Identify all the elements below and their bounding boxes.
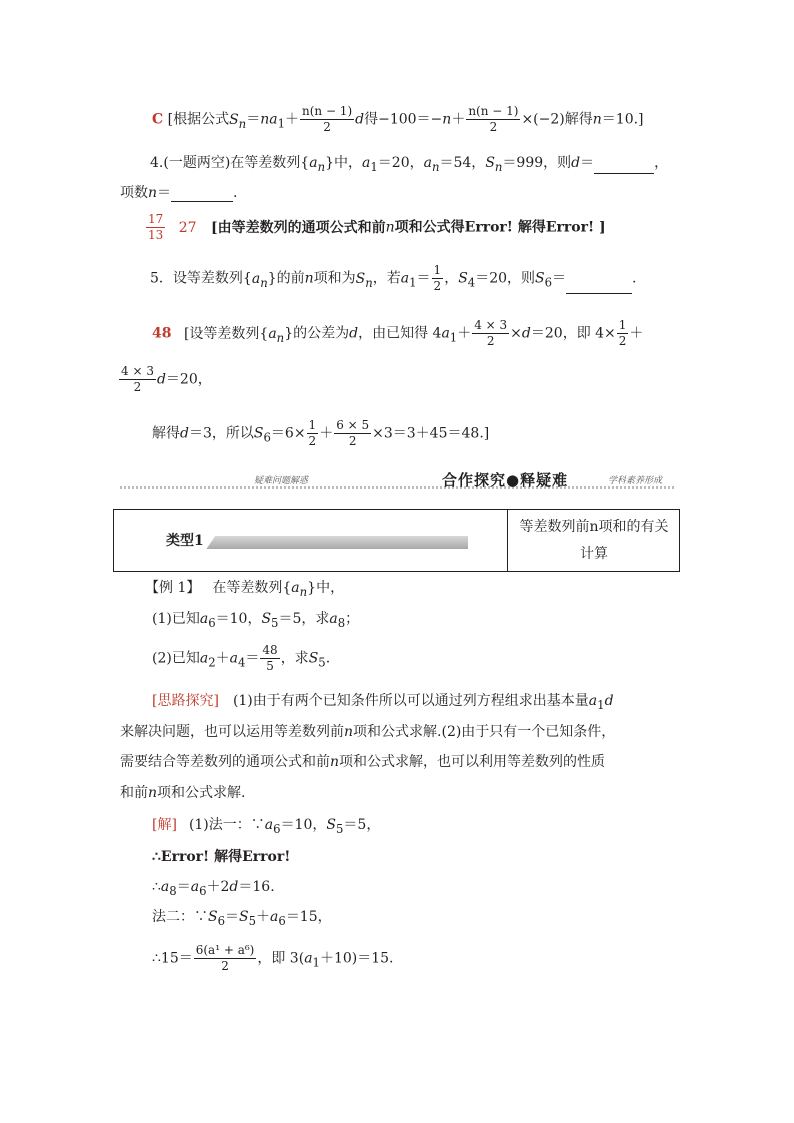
hint-line3: 需要结合等差数列的通项公式和前n项和公式求解，也可以利用等差数列的性质 — [120, 754, 606, 770]
question-4-line2: 项数n＝ . — [120, 185, 238, 201]
hint-line4: 和前n项和公式求解. — [120, 785, 246, 801]
fraction: $\frac{48}{5}$ — [262, 643, 278, 673]
fraction: $\frac{n(n - 1)}{2}$ — [468, 104, 519, 134]
type-title: 等差数列前n项和的有关计算 — [519, 519, 669, 562]
fraction: $\frac{1}{2}$ — [308, 418, 317, 448]
section-banner: 疑难问题解惑 合作探究●释疑难 学科素养形成 — [120, 470, 674, 492]
q5-answer: 48 [设等差数列$\{a_n\}$的公差为d，由已知得 $4a_1+$ $\frac{4 \times 3}{2}$ ×d＝20，即 4× $\frac{1}{2}$ ＋ — [152, 318, 644, 348]
example-part1: (1)已知$a_6=10$，$S_5=5$，求$a_8$； — [152, 611, 360, 630]
solution-line2: ∴Error! 解得Error! — [152, 849, 291, 865]
q3-answer: C [根据公式$S_n=na_1+$ $\frac{n(n - 1)}{2}$ d得−100＝−n＋ $\frac{n(n - 1)}{2}$ ×(−2)解得n＝10.] — [152, 104, 644, 134]
type-box — [113, 509, 680, 572]
example-heading: 【例 1】 在等差数列$\{a_n\}$中， — [145, 580, 345, 599]
hint-label: [思路探究] — [152, 693, 219, 709]
solution-line3: $\therefore a_8=a_6+2d=16$. — [152, 879, 275, 898]
fraction: $\frac{6 \times 5}{2}$ — [336, 418, 370, 448]
q4-answer: $\frac{17}{13}$ 27 [由等差数列的通项公式和前n项和公式得Error! 解得Error! ] — [148, 212, 606, 242]
solution-line1: [解] (1)法一：$\because a_6=10$，$S_5=5$， — [152, 817, 381, 836]
answer-letter: C — [152, 111, 164, 128]
hint-line1: [思路探究] (1)由于有两个已知条件所以可以通过列方程组求出基本量$a_1d$ — [152, 693, 614, 712]
fraction: $\frac{1}{2}$ — [618, 318, 627, 348]
question-4: 4.(一题两空)在等差数列$\{a_n\}$中，$a_1=20$，$a_n=54$，$S_n=999$，则d＝ ， — [150, 155, 669, 174]
q5-answer-line2: $\frac{4 \times 3}{2}$ d＝20， — [121, 364, 212, 394]
answer-blank — [566, 293, 632, 294]
solution-line5: ∴15＝ $\frac{\text{6(a¹ + a⁶)}}{2}$ ，即 $3(a_1+10)=15$. — [152, 943, 394, 973]
banner-title: 合作探究●释疑难 — [442, 471, 569, 489]
question-5: 5．设等差数列$\{a_n\}$的前n项和为$S_n$，若$a_1=$ $\frac{1}{2}$ ，$S_4=20$，则$S_6=$ . — [150, 263, 637, 293]
fraction: $\frac{n(n - 1)}{2}$ — [301, 104, 353, 134]
answer-blank — [594, 173, 654, 174]
solution-label: [解] — [152, 817, 177, 833]
box-divider — [507, 510, 508, 571]
fraction: $\frac{4 \times 3}{2}$ — [121, 364, 154, 394]
hint-line2: 来解决问题，也可以运用等差数列前n项和公式求解.(2)由于只有一个已知条件， — [120, 724, 616, 740]
type-label: 类型1 — [166, 533, 204, 549]
banner-divider — [120, 486, 674, 489]
answer-fraction: $\frac{17}{13}$ — [148, 212, 164, 242]
type-tag — [152, 529, 468, 549]
fraction: $\frac{4 \times 3}{2}$ — [474, 318, 508, 348]
answer-blank — [171, 201, 233, 202]
fraction: $\frac{1}{2}$ — [433, 263, 442, 293]
example-part2: (2)已知$a_2+a_4=$ $\frac{48}{5}$ ，求$S_5$. — [152, 643, 331, 673]
fraction: $\frac{\text{6(a¹ + a⁶)}}{2}$ — [195, 943, 255, 973]
q5-answer-line3: 解得d＝3，所以$S_6=6\times$ $\frac{1}{2}$ ＋ $\frac{6 \times 5}{2}$ ×3＝3＋45＝48.] — [152, 418, 490, 448]
solution-line4: 法二：$\because S_6=S_5+a_6=15$， — [152, 909, 332, 928]
